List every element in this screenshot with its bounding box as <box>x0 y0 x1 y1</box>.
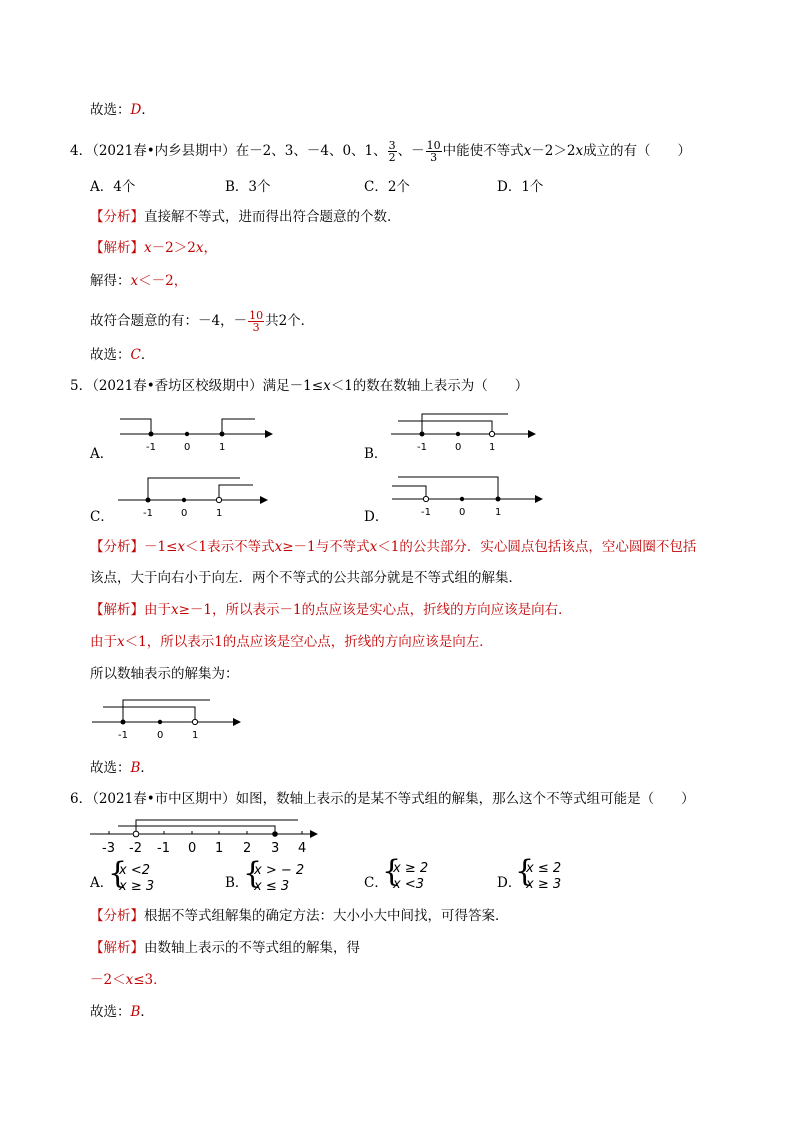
q5-answer <box>90 759 154 777</box>
stem-part: 成立的有（ ） <box>583 143 692 159</box>
tick-label: 1 <box>216 508 223 519</box>
q6-solution-1 <box>90 939 360 957</box>
q5-analysis-2: 该点，大于向右小于向左．两个不等式的公共部分就是不等式组的解集． <box>90 570 522 586</box>
analysis-text: ＜1表示不等式 <box>185 539 275 555</box>
q4-solution-2 <box>90 272 187 290</box>
brace-icon: { <box>108 856 128 891</box>
stem-part: 在－2、3、－4、0、1、 <box>235 143 387 159</box>
var: x <box>171 602 179 618</box>
tick-label: 1 <box>219 442 226 453</box>
q4-answer <box>90 346 154 364</box>
fraction <box>426 140 442 163</box>
question-source: （2021春•内乡县期中） <box>92 143 236 159</box>
tick-label: -2 <box>129 841 142 856</box>
solution-text: －2＜ <box>90 972 126 988</box>
analysis-text: ≥－1与不等式 <box>282 539 370 555</box>
tick-label: 0 <box>181 508 188 519</box>
system-row: x ≤ 2 <box>526 861 562 876</box>
q5-solution-numberline <box>90 690 250 744</box>
q4-solution-3 <box>90 310 314 333</box>
solution-text: －2＞2 <box>151 240 196 256</box>
var: x <box>523 143 532 159</box>
tick-label: 1 <box>192 730 199 741</box>
stem-part: －2＞2 <box>531 143 576 159</box>
solution-text: 解得： <box>90 273 131 289</box>
q5-option-b-label: B． <box>364 446 388 462</box>
var: x <box>323 378 331 394</box>
tick-label: -1 <box>146 442 156 453</box>
stem-part: 满足－1≤ <box>262 378 324 394</box>
q4-stem <box>70 140 691 163</box>
tick-label: 3 <box>271 841 280 856</box>
question-source: （2021春•市中区期中） <box>92 791 236 807</box>
solution-text: 故符合题意的有：－4，－ <box>90 313 248 329</box>
answer-end: ． <box>140 347 155 363</box>
solution-text: 由于 <box>90 634 117 650</box>
q5-numberline-d <box>392 458 552 520</box>
system-row: x ≥ 3 <box>526 877 562 892</box>
var: x <box>575 143 584 159</box>
answer-letter: D <box>130 102 142 118</box>
solution-text: ≤3． <box>133 972 167 988</box>
q5-solution-1 <box>90 601 572 619</box>
var: x <box>195 240 204 256</box>
tick-label: -1 <box>143 508 153 519</box>
solution-text: ＜－2， <box>138 273 188 289</box>
solution-text: ＜1，所以表示1的点应该是空心点，折线的方向应该是向左． <box>124 634 493 650</box>
tick-label: -1 <box>157 841 170 856</box>
brace-icon: { <box>382 854 402 889</box>
tick-label: -1 <box>118 730 128 741</box>
q3-answer <box>90 101 155 119</box>
solution-text: ， <box>203 240 217 256</box>
system-row: x <3 <box>393 877 424 892</box>
q6-solution-2 <box>90 971 167 989</box>
answer-end: ． <box>140 1004 154 1020</box>
var: x <box>274 539 283 555</box>
solution-text: ≥－1，所以表示－1的点应该是实心点，折线的方向应该是向右． <box>178 602 572 618</box>
q4-solution-1 <box>90 239 217 257</box>
analysis-text: ＜1的公共部分．实心圆点包括该点，空心圆圈不包括 <box>377 539 697 555</box>
answer-end: ． <box>141 102 155 118</box>
q6-option-c-label: C． <box>364 875 388 891</box>
tick-label: -1 <box>421 507 431 518</box>
q5-option-a-label: A． <box>90 446 114 462</box>
analysis-tag: 【分析】 <box>90 209 144 225</box>
fraction-den: 3 <box>252 321 260 334</box>
answer-letter: C <box>130 347 141 363</box>
fraction <box>388 140 397 163</box>
var: x <box>130 273 139 289</box>
system-row: x <2 <box>119 863 150 878</box>
q5-numberline-b <box>388 378 548 453</box>
question-number: 4． <box>70 143 93 159</box>
fraction-num: 10 <box>249 309 264 322</box>
stem-part: 中能使不等式 <box>442 143 524 159</box>
fraction <box>248 310 264 333</box>
var: x <box>369 539 378 555</box>
analysis-text: －1≤ <box>144 539 178 555</box>
var: x <box>144 240 152 256</box>
solution-tag: 【解析】 <box>90 602 144 618</box>
fraction-den: 3 <box>430 151 438 164</box>
q4-option-b: B．3个 <box>225 179 271 195</box>
analysis-tag: 【分析】 <box>90 908 144 924</box>
tick-label: 0 <box>455 442 462 453</box>
tick-label: 0 <box>184 442 191 453</box>
answer-prefix: 故选： <box>90 102 131 118</box>
answer-prefix: 故选： <box>90 760 131 776</box>
question-number: 5． <box>70 378 93 394</box>
q6-stem <box>70 790 695 808</box>
tick-label: 1 <box>215 841 224 856</box>
q5-option-d-label: D． <box>364 509 389 525</box>
tick-label: -3 <box>102 841 115 856</box>
analysis-tag: 【分析】 <box>90 539 144 555</box>
var: x <box>117 634 125 650</box>
q5-analysis-1 <box>90 538 696 556</box>
analysis-text: 根据不等式组解集的确定方法：大小小大中间找，可得答案． <box>144 908 509 924</box>
tick-label: 0 <box>188 841 197 856</box>
system-row: x > − 2 <box>254 863 305 878</box>
system-row: x ≥ 2 <box>393 861 429 876</box>
tick-label: 0 <box>157 730 164 741</box>
analysis-text: 直接解不等式，进而得出符合题意的个数． <box>144 209 401 225</box>
var: x <box>125 972 134 988</box>
solution-text: 由于 <box>144 602 171 618</box>
tick-label: 0 <box>459 507 466 518</box>
system-row: x ≤ 3 <box>254 879 290 894</box>
q4-option-c: C．2个 <box>364 179 410 195</box>
q6-option-d-label: D． <box>497 875 522 891</box>
brace-icon: { <box>515 854 535 889</box>
q6-analysis <box>90 907 509 925</box>
q5-numberline-c <box>115 458 275 520</box>
q4-analysis <box>90 208 401 226</box>
solution-tag: 【解析】 <box>90 240 144 256</box>
solution-tag: 【解析】 <box>90 940 144 956</box>
answer-letter: B <box>130 760 141 776</box>
stem-part: ＜1的数在数轴上表示为（ ） <box>330 378 529 394</box>
answer-letter: B <box>130 1004 141 1020</box>
q4-option-d: D．1个 <box>497 179 544 195</box>
question-source: （2021春•香坊区校级期中） <box>92 378 263 394</box>
q5-solution-3: 所以数轴表示的解集为： <box>90 666 239 682</box>
fraction-num: 10 <box>426 139 441 152</box>
tick-label: 1 <box>489 442 496 453</box>
q5-solution-2 <box>90 633 493 651</box>
q5-option-c-label: C． <box>90 509 114 525</box>
fraction-den: 2 <box>388 151 396 164</box>
stem-part: 、－ <box>397 143 425 159</box>
answer-prefix: 故选： <box>90 347 131 363</box>
solution-text: 由数轴上表示的不等式组的解集，得 <box>144 940 360 956</box>
q6-option-b-label: B． <box>225 875 249 891</box>
question-number: 6． <box>70 791 93 807</box>
q4-option-a: A．4个 <box>90 179 136 195</box>
tick-label: 4 <box>298 841 307 856</box>
stem-part: 如图，数轴上表示的是某不等式组的解集，那么这个不等式组可能是（ ） <box>235 791 695 807</box>
brace-icon: { <box>243 856 263 891</box>
fraction-num: 3 <box>388 139 396 152</box>
answer-end: ． <box>140 760 154 776</box>
tick-label: 2 <box>243 841 252 856</box>
q6-numberline <box>88 812 328 854</box>
tick-label: 1 <box>495 507 502 518</box>
tick-label: -1 <box>417 442 427 453</box>
solution-text: 共2个． <box>265 313 315 329</box>
q5-numberline-a <box>115 378 275 453</box>
q6-option-a-label: A． <box>90 875 114 891</box>
var: x <box>177 539 186 555</box>
answer-prefix: 故选： <box>90 1004 131 1020</box>
system-row: x ≥ 3 <box>119 879 155 894</box>
q6-answer <box>90 1003 154 1021</box>
